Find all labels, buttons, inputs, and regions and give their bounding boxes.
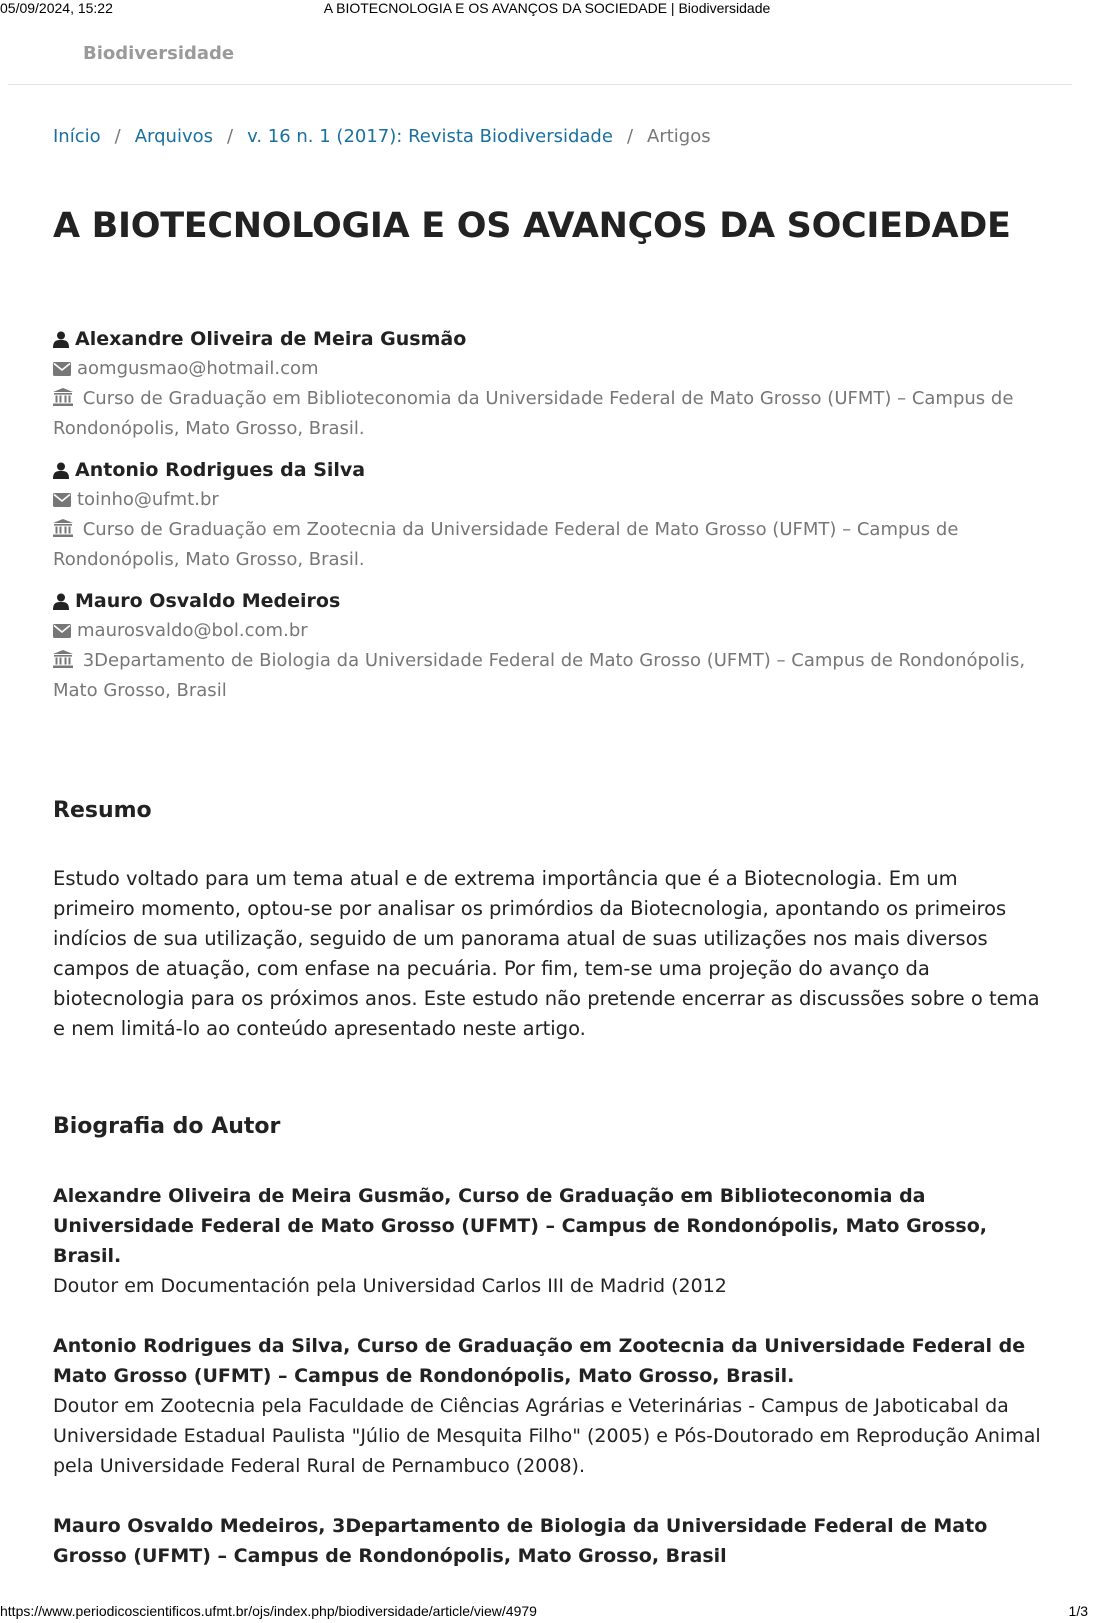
print-header [0, 0, 1094, 18]
biography-header: Alexandre Oliveira de Meira Gusmão, Curso de Graduação em Biblioteconomia da Universidade Federal de Mato Grosso (UFMT) – Campus de Rondonópolis, Mato Grosso, Brasil. [53, 1185, 987, 1267]
site-name-link[interactable]: Biodiversidade [83, 43, 235, 64]
print-page-title: A BIOTECNOLOGIA E OS AVANÇOS DA SOCIEDADE | Biodiversidade [323, 0, 771, 16]
breadcrumb-current: Artigos [647, 126, 711, 147]
user-icon [53, 462, 69, 479]
breadcrumb-separator: / [227, 126, 234, 147]
article-title: A BIOTECNOLOGIA E OS AVANÇOS DA SOCIEDADE [53, 206, 1011, 246]
header-divider [8, 84, 1072, 85]
print-datetime: 05/09/2024, 15:22 [0, 0, 113, 16]
author-email[interactable]: maurosvaldo@bol.com.br [77, 620, 308, 641]
institution-icon [53, 519, 73, 537]
user-icon [53, 331, 69, 348]
breadcrumb-separator: / [626, 126, 634, 147]
institution-icon [53, 650, 73, 668]
print-footer [0, 1603, 1094, 1621]
authors-list [53, 324, 1043, 717]
breadcrumb-archives-link[interactable]: Arquivos [134, 126, 213, 147]
author-name: Mauro Osvaldo Medeiros [75, 590, 341, 612]
author-item [53, 324, 1043, 444]
breadcrumb-home-link[interactable]: Início [53, 126, 101, 147]
institution-icon [53, 388, 73, 406]
author-item [53, 455, 1043, 575]
user-icon [53, 593, 69, 610]
author-affiliation: Curso de Graduação em Zootecnia da Universidade Federal de Mato Grosso (UFMT) – Campus de Rondonópolis, Mato Grosso, Brasil. [53, 519, 959, 570]
breadcrumb [53, 126, 711, 147]
author-affiliation: Curso de Graduação em Biblioteconomia da Universidade Federal de Mato Grosso (UFMT) – Campus de Rondonópolis, Mato Grosso, Brasil. [53, 388, 1014, 439]
author-affiliation: 3Departamento de Biologia da Universidade Federal de Mato Grosso (UFMT) – Campus de Rondonópolis, Mato Grosso, Brasil [53, 650, 1026, 701]
biography-entry [53, 1331, 1048, 1481]
biography-entry [53, 1181, 1048, 1301]
abstract-text: Estudo voltado para um tema atual e de extrema importância que é a Biotecnologia. Em um primeiro momento, optou-se por analisar os primórdios da Biotecnologia, apontando os primeiros indícios de sua utilização, seguido de um panorama atual de suas utilizações nos mais diversos campos de atuação, com enfase na pecuária. Por fim, tem-se uma projeção do avanço da biotecnologia para os próximos anos. Este estudo não pretende encerrar as discussões sobre o tema e nem limitá-lo ao conteúdo apresentado neste artigo. [53, 867, 1040, 1040]
biography-text: Doutor em Documentación pela Universidad Carlos III de Madrid (2012 [53, 1275, 727, 1297]
envelope-icon [53, 362, 71, 376]
envelope-icon [53, 624, 71, 638]
author-name: Antonio Rodrigues da Silva [75, 459, 366, 481]
author-email[interactable]: toinho@ufmt.br [77, 489, 219, 510]
biography-text: Doutor em Zootecnia pela Faculdade de Ciências Agrárias e Veterinárias - Campus de Jaboticabal da Universidade Estadual Paulista "Júlio de Mesquita Filho" (2005) e Pós-Doutorado em Reprodução Animal pela Universidade Federal Rural de Pernambuco (2008). [53, 1395, 1041, 1477]
abstract-heading: Resumo [53, 798, 152, 823]
page-number: 1/3 [1068, 1603, 1088, 1619]
biography-list [53, 1181, 1048, 1601]
biography-entry [53, 1511, 1048, 1571]
print-url: https://www.periodicoscientificos.ufmt.br/ojs/index.php/biodiversidade/article/view/4979 [0, 1603, 537, 1619]
breadcrumb-issue-link[interactable]: v. 16 n. 1 (2017): Revista Biodiversidade [247, 126, 613, 147]
biography-header: Antonio Rodrigues da Silva, Curso de Graduação em Zootecnia da Universidade Federal de Mato Grosso (UFMT) – Campus de Rondonópolis, Mato Grosso, Brasil. [53, 1335, 1026, 1387]
biography-header: Mauro Osvaldo Medeiros, 3Departamento de Biologia da Universidade Federal de Mato Grosso (UFMT) – Campus de Rondonópolis, Mato Grosso, Brasil [53, 1515, 988, 1567]
biography-heading: Biografia do Autor [53, 1114, 281, 1139]
author-name: Alexandre Oliveira de Meira Gusmão [75, 328, 467, 350]
breadcrumb-separator: / [114, 126, 121, 147]
envelope-icon [53, 493, 71, 507]
author-item [53, 586, 1043, 706]
author-email[interactable]: aomgusmao@hotmail.com [77, 358, 319, 379]
